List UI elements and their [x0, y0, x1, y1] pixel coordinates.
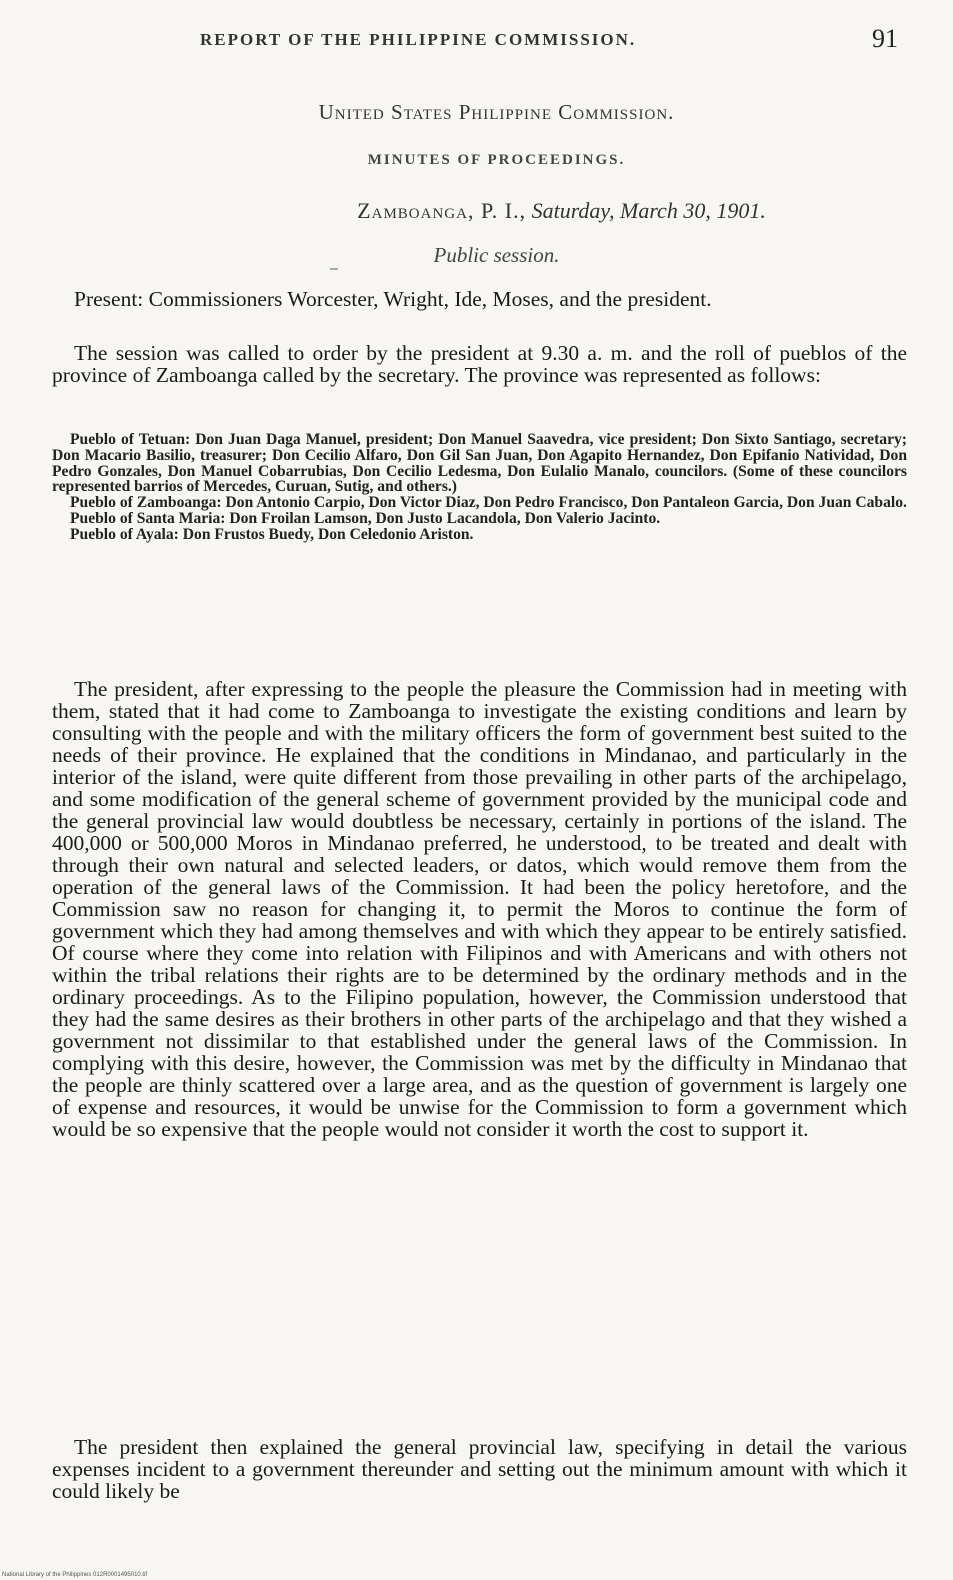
footer-caption: National Library of the Philippines 012R0001495010.tif	[2, 1572, 148, 1578]
present-text: Present: Commissioners Worcester, Wright, Ide, Moses, and the president.	[74, 287, 712, 311]
pueblo-entry: Pueblo of Zamboanga: Don Antonio Carpio, Don Victor Diaz, Don Pedro Francisco, Don Pantaleon Garcia, Don Juan Cabalo.	[70, 494, 907, 512]
explained-text: The president then explained the general provincial law, specifying in detail the various expenses incident to a government thereunder and setting out the minimum amount with which it could likely be	[52, 1435, 907, 1503]
pueblo-entry: Pueblo of Tetuan: Don Juan Daga Manuel, president; Don Manuel Saavedra, vice president; Don Sixto Santiago, secretary; Don Macario Basilio, treasurer; Don Cecilio Alfaro, Don Gil San Juan, Don Agapito Hernandez, Don Epifanio Natividad, Don Pedro Gonzales, Don Manuel Cobarrubias, Don Cecilio Ledesma, Don Eulalio Manalo, councilors. (Some of these councilors represented barrios of Mercedes, Curuan, Sutig, and others.)	[52, 431, 907, 496]
organization-heading: United States Philippine Commission.	[318, 100, 675, 124]
dateline	[85, 198, 953, 224]
session-heading: Public session.	[433, 243, 560, 267]
page-number: 91	[872, 24, 898, 53]
minutes-heading: MINUTES OF PROCEEDINGS.	[367, 152, 626, 168]
called-text: The session was called to order by the president at 9.30 a. m. and the roll of pueblos of the province of Zamboanga called by the secretary. The province was represented as follows:	[52, 341, 907, 387]
running-head: REPORT OF THE PHILIPPINE COMMISSION.	[200, 30, 637, 49]
dateline-date: Saturday, March 30, 1901.	[531, 198, 766, 223]
pueblos-list	[52, 432, 907, 543]
main-paragraph	[52, 678, 907, 1140]
pueblo-entry: Pueblo of Santa Maria: Don Froilan Lamson, Don Justo Lacandola, Don Valerio Jacinto.	[70, 509, 661, 527]
dateline-place: Zamboanga, P. I.,	[357, 198, 527, 223]
explained-paragraph	[52, 1436, 907, 1502]
main-text: The president, after expressing to the people the pleasure the Commission had in meeting with them, stated that it had come to Zamboanga to investigate the existing conditions and learn by consulting with the people and with the military officers the form of government best suited to the needs of their province. He explained that the conditions in Mindanao, and particularly in the interior of the island, were quite different from those prevailing in other parts of the archipelago, and some modification of the general scheme of government provided by the municipal code and the general provincial law would doubtless be necessary, certainly in portions of the island. The 400,000 or 500,000 Moros in Mindanao preferred, he understood, to be treated and dealt with through their own natural and selected leaders, or datos, which would remove them from the operation of the general laws of the Commission. It had been the policy heretofore, and the Commission saw no reason for changing it, to permit the Moros to continue the form of government which they had among themselves and with which they appear to be entirely satisfied. Of course where they come into relation with Filipinos and with Americans and with others not within the tribal relations their rights are to be determined by the ordinary methods and in the ordinary proceedings. As to the Filipino population, however, the Commission understood that they had the same desires as their brothers in other parts of the archipelago and that they wished a government not dissimilar to that established under the general laws of the Commission. In complying with this desire, however, the Commission was met by the difficulty in Mindanao that the people are thinly scattered over a large area, and as the question of government is largely one of expense and resources, it would be unwise for the Commission to form a government which would be so expensive that the people would not consider it worth the cost to support it.	[52, 677, 907, 1141]
divider	[330, 268, 338, 270]
called-paragraph	[52, 342, 907, 386]
present-paragraph	[52, 288, 907, 310]
pueblo-entry: Pueblo of Ayala: Don Frustos Buedy, Don Celedonio Ariston.	[70, 525, 474, 543]
